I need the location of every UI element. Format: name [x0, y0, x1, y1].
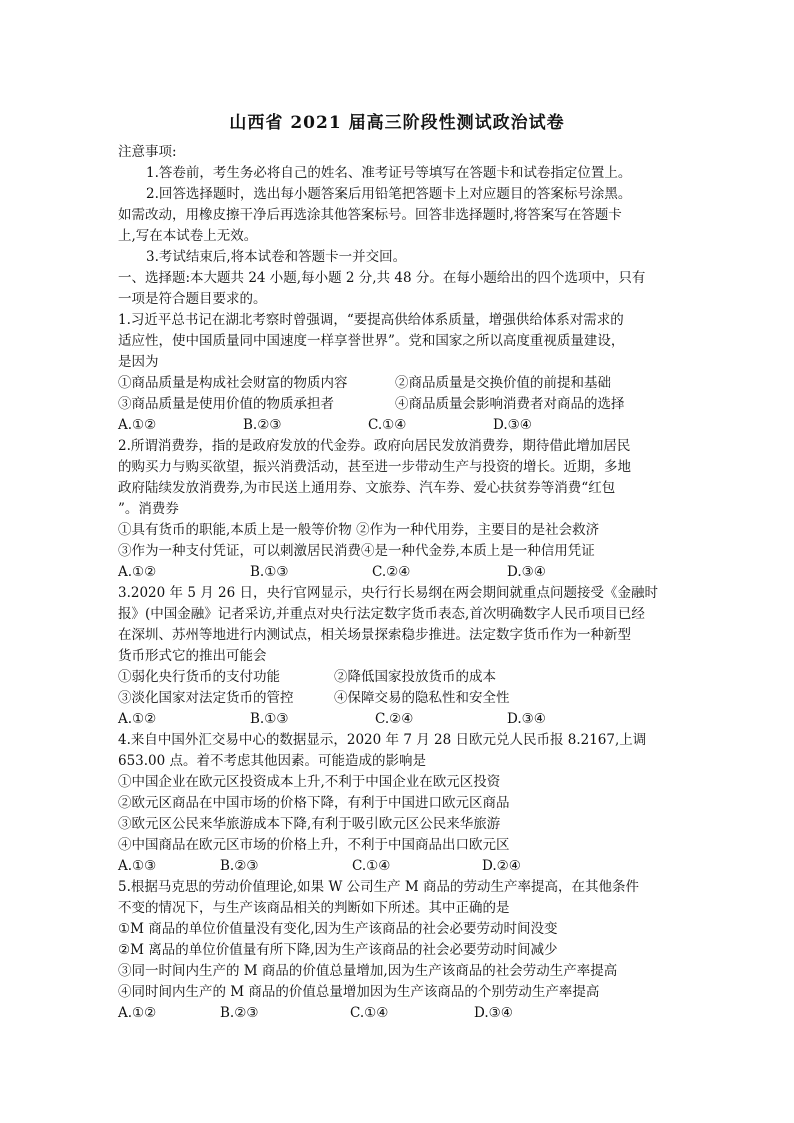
notice-heading: 注意事项:	[118, 144, 177, 160]
q4-option: ①中国企业在欧元区投资成本上升,不利于中国企业在欧元区投资	[118, 774, 501, 790]
q4-answer-a: A.①③	[118, 858, 157, 874]
q2-answers	[118, 562, 684, 583]
q2-option-row: ①具有货币的职能,本质上是一般等价物 ②作为一种代用券，主要目的是社会救济	[118, 522, 600, 538]
exam-content	[118, 142, 684, 1024]
q1-answer-d: D.③④	[493, 417, 532, 433]
q5-stem-line: 5.根据马克思的劳动价值理论,如果 W 公司生产 M 商品的劳动生产率提高，在其他条件	[118, 879, 640, 895]
notice-item-3: 3.考试结束后,将本试卷和答题卡一并交回。	[146, 249, 407, 265]
q5-option: ④同时间内生产的 M 商品的价值总量增加因为生产该商品的个别劳动生产率提高	[118, 984, 600, 1000]
notice-item-2-cont2: 上,写在本试卷上无效。	[118, 228, 258, 244]
q3-answer-c: C.②④	[375, 711, 414, 727]
q3-answers	[118, 709, 684, 730]
q3-option-row	[118, 667, 684, 688]
section-heading: 一、选择题:本大题共 24 小题,每小题 2 分,共 48 分。在每小题给出的四个选项中，只有	[118, 270, 646, 286]
q4-stem-line: 4.来自中国外汇交易中心的数据显示，2020 年 7 月 28 日欧元兑人民币报 8.2167,上调	[118, 732, 647, 748]
page-title: 山西省 2021 届高三阶段性测试政治试卷	[229, 113, 565, 133]
q2-option-row: ③作为一种支付凭证，可以刺激居民消费④是一种代金券,本质上是一种信用凭证	[118, 543, 595, 559]
q5-answer-b: B.②③	[220, 1005, 259, 1021]
q2-answer-d: D.③④	[507, 564, 546, 580]
question-4	[118, 730, 684, 877]
q5-option: ③同一时间内生产的 M 商品的价值总量增加,因为生产该商品的社会劳动生产率提高	[118, 963, 618, 979]
q5-option: ①M 商品的单位价值量没有变化,因为生产该商品的社会必要劳动时间没变	[118, 921, 558, 937]
notice-item-1: 1.答卷前，考生务必将自己的姓名、准考证号等填写在答题卡和试卷指定位置上。	[146, 165, 632, 181]
q5-answer-c: C.①④	[350, 1005, 389, 1021]
q5-answer-a: A.①②	[118, 1005, 157, 1021]
q3-answer-d: D.③④	[507, 711, 546, 727]
q2-answer-b: B.①③	[250, 564, 289, 580]
notice-item-2: 2.回答选择题时，选出每小题答案后用铅笔把答题卡上对应题目的答案标号涂黑。	[146, 186, 632, 202]
q2-stem-line: ”。消费券	[118, 501, 179, 517]
q4-answer-c: C.①④	[352, 858, 391, 874]
q5-answers	[118, 1003, 684, 1024]
q2-stem-line: 政府陆续发放消费券,为市民送上通用券、文旅券、汽车券、爱心扶贫券等消费“红包	[118, 480, 616, 496]
question-5	[118, 877, 684, 1024]
q3-stem-line: 报》(中国金融》记者采访,并重点对央行法定数字货币表态,首次明确数字人民币项目已经	[118, 606, 645, 622]
q3-stem-line: 3.2020 年 5 月 26 日，央行官网显示，央行行长易纲在两会期间就重点问题接受《金融时	[118, 585, 658, 601]
q1-answer-c: C.①④	[368, 417, 407, 433]
q1-option-row	[118, 373, 684, 394]
q3-option-row	[118, 688, 684, 709]
q1-answer-a: A.①②	[118, 417, 157, 433]
q4-answers	[118, 856, 684, 877]
q4-answer-b: B.②③	[220, 858, 259, 874]
q1-option-1: ①商品质量是构成社会财富的物质内容	[118, 375, 348, 391]
question-3	[118, 583, 684, 730]
q1-stem-line: 1.习近平总书记在湖北考察时曾强调，“要提高供给体系质量，增强供给体系对需求的	[118, 312, 624, 328]
q1-option-4: ④商品质量会影响消费者对商品的选择	[395, 396, 625, 412]
q2-answer-a: A.①②	[118, 564, 157, 580]
q1-stem-line: 适应性，使中国质量同中国速度一样享誉世界”。党和国家之所以高度重视质量建设，	[118, 333, 625, 349]
q1-option-3: ③商品质量是使用价值的物质承担者	[118, 396, 334, 412]
q5-option: ②M 离品的单位价值量有所下降,因为生产该商品的社会必要劳动时间减少	[118, 942, 558, 958]
q3-option-1: ①弱化央行货币的支付功能	[118, 669, 280, 685]
question-2	[118, 436, 684, 583]
q3-stem-line: 货币形式它的推出可能会	[118, 648, 267, 664]
q3-answer-a: A.①②	[118, 711, 157, 727]
q4-option: ③欧元区公民来华旅游成本下降,有利于吸引欧元区公民来华旅游	[118, 816, 501, 832]
q4-answer-d: D.②④	[482, 858, 521, 874]
q1-answer-b: B.②③	[243, 417, 282, 433]
q2-stem-line: 的购买力与购买欲望，振兴消费活动，甚至进一步带动生产与投资的增长。近期，多地	[118, 459, 631, 475]
q2-answer-c: C.②④	[372, 564, 411, 580]
q3-stem-line: 在深圳、苏州等地进行内测试点，相关场景探索稳步推进。法定数字货币作为一种新型	[118, 627, 631, 643]
q4-option: ④中国商品在欧元区市场的价格上升，不利于中国商品出口欧元区	[118, 837, 510, 853]
q1-stem-line: 是因为	[118, 354, 159, 370]
q5-answer-d: D.③④	[474, 1005, 513, 1021]
q2-stem-line: 2.所谓消费券，指的是政府发放的代金券。政府向居民发放消费券，期待借此增加居民	[118, 438, 631, 454]
section-heading-cont: 一项是符合题目要求的。	[118, 291, 267, 307]
q5-stem-line: 不变的情况下，与生产该商品相关的判断如下所述。其中正确的是	[118, 900, 510, 916]
q3-option-3: ③淡化国家对法定货币的管控	[118, 690, 294, 706]
q3-option-4: ④保障交易的隐私性和安全性	[334, 690, 510, 706]
q4-option: ②欧元区商品在中国市场的价格下降，有利于中国进口欧元区商品	[118, 795, 510, 811]
q1-option-row	[118, 394, 684, 415]
q4-stem-line: 653.00 点。着不考虑其他因素。可能造成的影响是	[118, 753, 427, 769]
q3-option-2: ②降低国家投放货币的成本	[334, 669, 496, 685]
q1-option-2: ②商品质量是交换价值的前提和基础	[395, 375, 611, 391]
q3-answer-b: B.①③	[250, 711, 289, 727]
question-1	[118, 310, 684, 436]
q1-answers	[118, 415, 684, 436]
notice-item-2-cont: 如需改动，用橡皮擦干净后再选涂其他答案标号。回答非选择题时,将答案写在答题卡	[118, 207, 622, 223]
